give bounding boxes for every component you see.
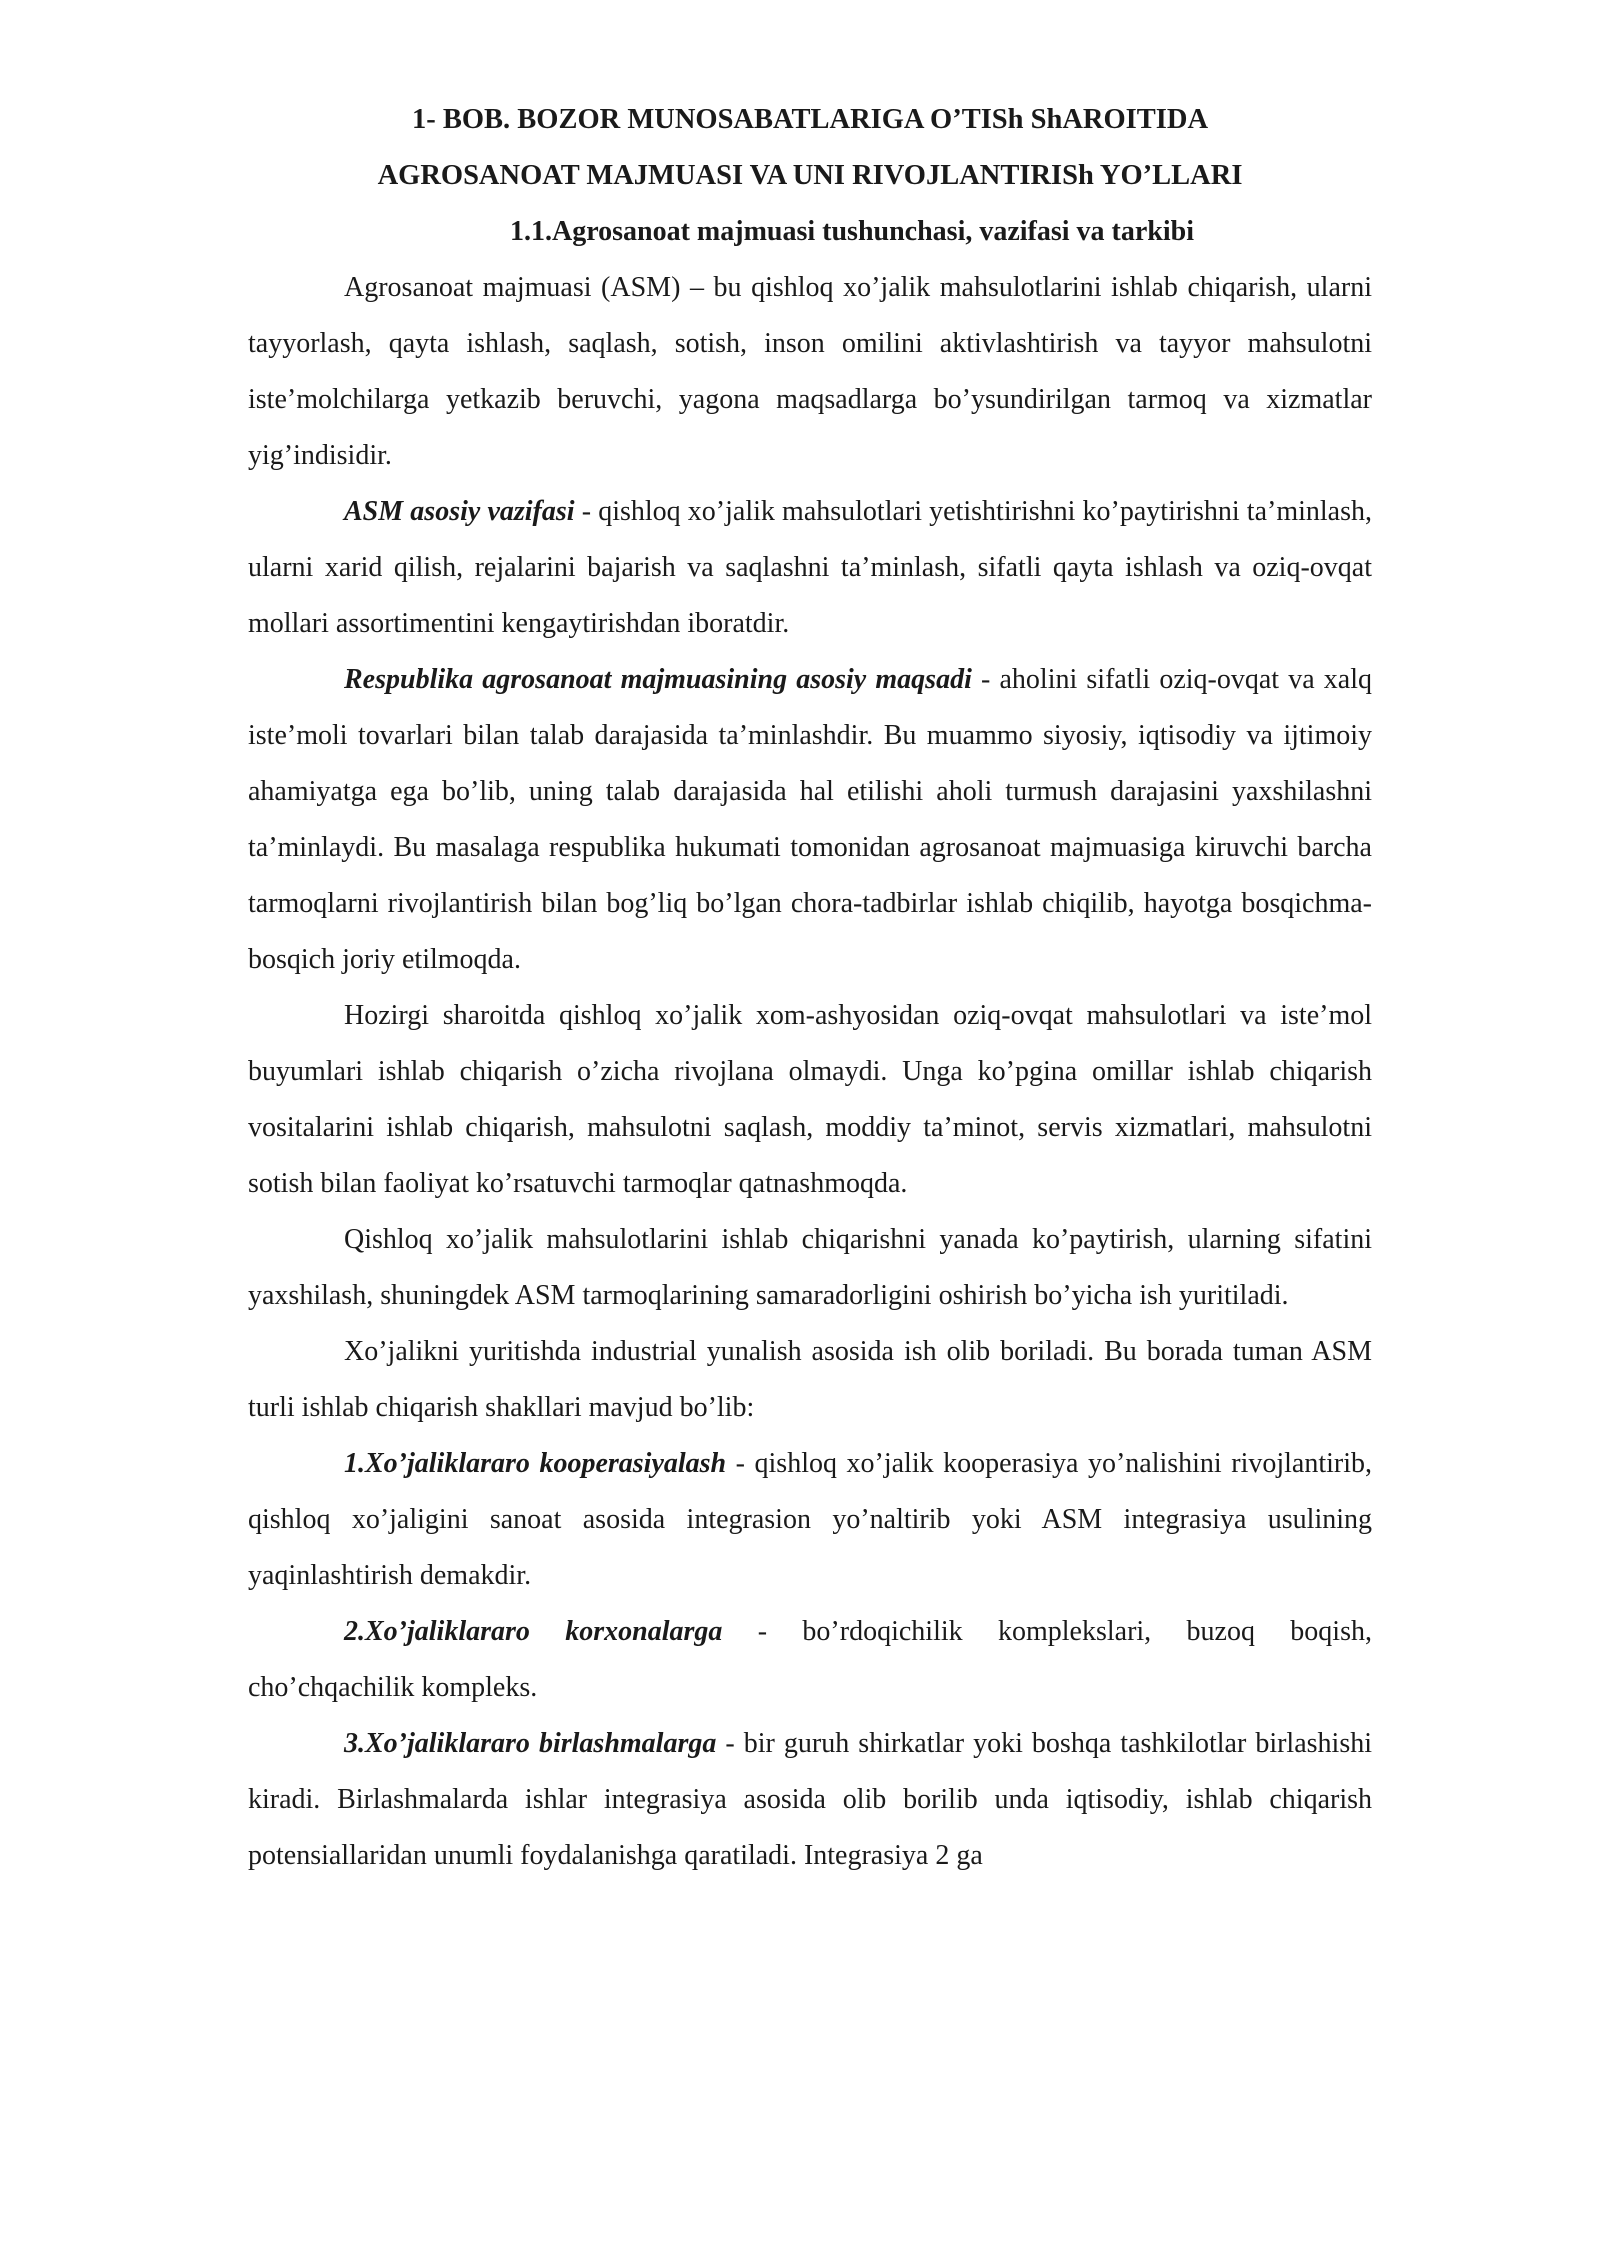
paragraph-text: Hozirgi sharoitda qishloq xo’jalik xom-ashyosidan oziq-ovqat mahsulotlari va iste’mol buyumlari ishlab chiqarish o’zicha rivojlana olmaydi. Unga ko’pgina omillar ishlab chiqarish vositalarini ishlab chiqarish, mahsulotni saqlash, moddiy ta’minot, servis xizmatlari, mahsulotni sotish bilan faoliyat ko’rsatuvchi tarmoqlar qatnashmoqda. [248,1000,1372,1199]
paragraph-republic-goal [248,652,1372,988]
paragraph-text: - qishloq xo’jalik mahsulotlari yetishtirishni ko’paytirishni ta’minlash, ularni xarid qilish, rejalarini bajarish va saqlashni ta’minlash, sifatli qayta ishlash va oziq-ovqat mollari assortimentini kengaytirishdan iboratdir. [248,496,1372,639]
chapter-title-line-2: AGROSANOAT MAJMUASI VA UNI RIVOJLANTIRISh YO’LLARI [377,160,1243,191]
paragraph-text: - aholini sifatli oziq-ovqat va xalq iste’moli tovarlari bilan talab darajasida ta’minlashdir. Bu muammo siyosiy, iqtisodiy va ijtimoiy ahamiyatga ega bo’lib, uning talab darajasida hal etilishi aholi turmush darajasini yaxshilashni ta’minlaydi. Bu masalaga respublika hukumati tomonidan agrosanoat majmuasiga kiruvchi barcha tarmoqlarni rivojlantirish bilan bog’liq bo’lgan chora-tadbirlar ishlab chiqilib, hayotga bosqichma-bosqich joriy etilmoqda. [248,664,1372,975]
section-title: 1.1.Agrosanoat majmuasi tushunchasi, vazifasi va tarkibi [510,216,1195,247]
list-item-lead: 3.Xo’jaliklararo birlashmalarga [344,1728,717,1759]
list-item-lead: 2.Xo’jaliklararo korxonalarga [344,1616,723,1647]
list-item-enterprises [248,1604,1372,1716]
paragraph-text: Xo’jalikni yuritishda industrial yunalish asosida ish olib boriladi. Bu borada tuman ASM turli ishlab chiqarish shakllari mavjud bo’lib: [248,1336,1372,1423]
chapter-title-line-1: 1- BOB. BOZOR MUNOSABATLARIGA O’TISh ShAROITIDA [411,104,1209,135]
list-item-text: - bir guruh shirkatlar yoki boshqa tashkilotlar birlashishi kiradi. Birlashmalarda ishlar integrasiya asosida olib borilib unda iqtisodiy, ishlab chiqarish potensiallaridan unumli foydalanishga qaratiladi. Integrasiya 2 ga [248,1728,1372,1871]
list-item-cooperation [248,1436,1372,1604]
paragraph-lead: Respublika agrosanoat majmuasining asosiy maqsadi [344,664,972,695]
list-item-lead: 1.Xo’jaliklararo kooperasiyalash [344,1448,727,1479]
paragraph-text: Agrosanoat majmuasi (ASM) – bu qishloq xo’jalik mahsulotlarini ishlab chiqarish, ularni tayyorlash, qayta ishlash, saqlash, sotish, inson omilini aktivlashtirish va tayyor mahsulotni iste’molchilarga yetkazib beruvchi, yagona maqsadlarga bo’ysundirilgan tarmoq va xizmatlar yig’indisidir. [248,272,1372,471]
paragraph-lead: ASM asosiy vazifasi [344,496,575,527]
paragraph-current-conditions [248,988,1372,1212]
list-item-text: - qishloq xo’jalik kooperasiya yo’nalishini rivojlantirib, qishloq xo’jaligini sanoat asosida integrasion yo’naltirib yoki ASM integrasiya usulining yaqinlashtirish demakdir. [248,1448,1372,1591]
paragraph-asm-definition [248,260,1372,484]
paragraph-text: Qishloq xo’jalik mahsulotlarini ishlab chiqarishni yanada ko’paytirish, ularning sifatini yaxshilash, shuningdek ASM tarmoqlarining samaradorligini oshirish bo’yicha ish yuritiladi. [248,1224,1372,1311]
paragraph-increase-production [248,1212,1372,1324]
paragraph-industrial-direction [248,1324,1372,1436]
list-item-associations [248,1716,1372,1884]
paragraph-asm-main-task [248,484,1372,652]
list-item-text: - bo’rdoqichilik komplekslari, buzoq boqish, cho’chqachilik kompleks. [248,1616,1372,1703]
document-body [248,92,1372,1884]
